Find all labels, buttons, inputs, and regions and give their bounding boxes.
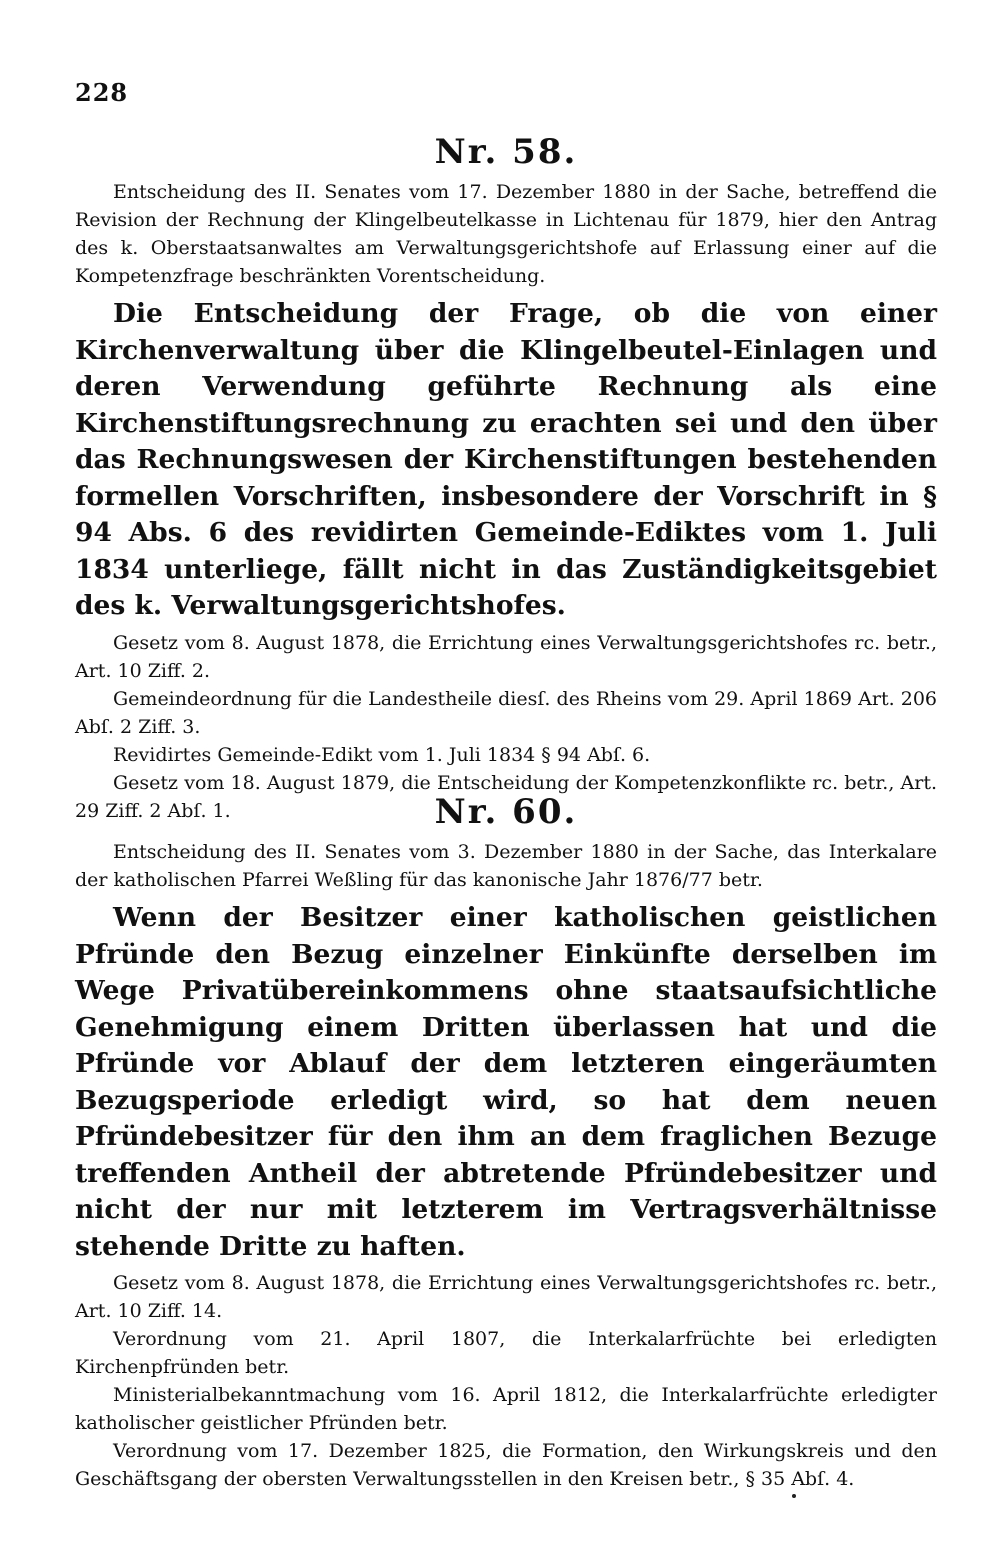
- section-heading: Nr. 58.: [434, 132, 578, 172]
- ruling-text: Wenn der Besitzer einer katholischen geistlichen Pfründe den Bezug einzelner Einkünfte derselben im Wege Privatübereinkommens ohne staatsaufsichtliche Genehmigung einem Dritten überlassen hat und die Pfründe vor Ablauf der dem letzteren eingeräumten Bezugsperiode erledigt wird, so hat dem neuen Pfründebesitzer für den ihm an dem fraglichen Bezuge treffenden Antheil der abtretende Pfründebesitzer und nicht der nur mit letzterem im Vertragsverhältnisse stehende Dritte zu haften.: [75, 902, 937, 1262]
- legal-reference: Ministerialbekanntmachung vom 16. April 1812, die Interkalarfrüchte erledigter katholischer geistlicher Pfründen betr.: [75, 1384, 937, 1434]
- legal-reference: Gemeindeordnung für die Landestheile diesſ. des Rheins vom 29. April 1869 Art. 206 Abſ. 2 Ziff. 3.: [75, 687, 937, 738]
- section-nr-60: [75, 792, 937, 1493]
- page-number: 228: [75, 78, 129, 107]
- legal-reference: Verordnung vom 17. Dezember 1825, die Formation, den Wirkungskreis und den Geschäftsgang der obersten Verwaltungsstellen in den Kreisen betr., § 35 Abſ. 4.: [75, 1440, 937, 1490]
- decision-intro: Entscheidung des II. Senates vom 17. Dezember 1880 in der Sache, betreffend die Revision der Rechnung der Klingelbeutelkasse in Lichtenau für 1879, hier den Antrag des k. Oberstaatsanwaltes am Verwaltungsgerichtshofe auf Erlassung einer auf die Kompetenzfrage beschränkten Vorentscheidung.: [75, 181, 937, 287]
- legal-reference: Verordnung vom 21. April 1807, die Interkalarfrüchte bei erledigten Kirchenpfründen betr.: [75, 1328, 937, 1378]
- legal-reference: Gesetz vom 8. August 1878, die Errichtung eines Verwaltungsgerichtshofes rc. betr., Art. 10 Ziff. 14.: [75, 1272, 937, 1322]
- decision-intro: Entscheidung des II. Senates vom 3. Dezember 1880 in der Sache, das Interkalare der katholischen Pfarrei Weßling für das kanonische Jahr 1876/77 betr.: [75, 841, 937, 891]
- legal-reference: Gesetz vom 18. August 1879, die Entscheidung der Kompetenzkonflikte rc. betr., Art. 29 Ziff. 2 Abſ. 1.: [75, 771, 937, 822]
- section-nr-58: [75, 132, 937, 825]
- section-heading: Nr. 60.: [434, 792, 578, 832]
- ruling-text: Die Entscheidung der Frage, ob die von einer Kirchenverwaltung über die Klingelbeutel-Einlagen und deren Verwendung geführte Rechnung als eine Kirchenstiftungsrechnung zu erachten sei und den über das Rechnungswesen der Kirchenstiftungen bestehenden formellen Vorschriften, insbesondere der Vorschrift in § 94 Abs. 6 des revidirten Gemeinde-Ediktes vom 1. Juli 1834 unterliege, fällt nicht in das Zuständigkeitsgebiet des k. Verwaltungsgerichtshofes.: [75, 298, 937, 621]
- legal-reference: Gesetz vom 8. August 1878, die Errichtung eines Verwaltungsgerichtshofes rc. betr., Art. 10 Ziff. 2.: [75, 631, 937, 682]
- ink-speck: [792, 1494, 796, 1498]
- legal-reference: Revidirtes Gemeinde-Edikt vom 1. Juli 1834 § 94 Abſ. 6.: [113, 743, 651, 766]
